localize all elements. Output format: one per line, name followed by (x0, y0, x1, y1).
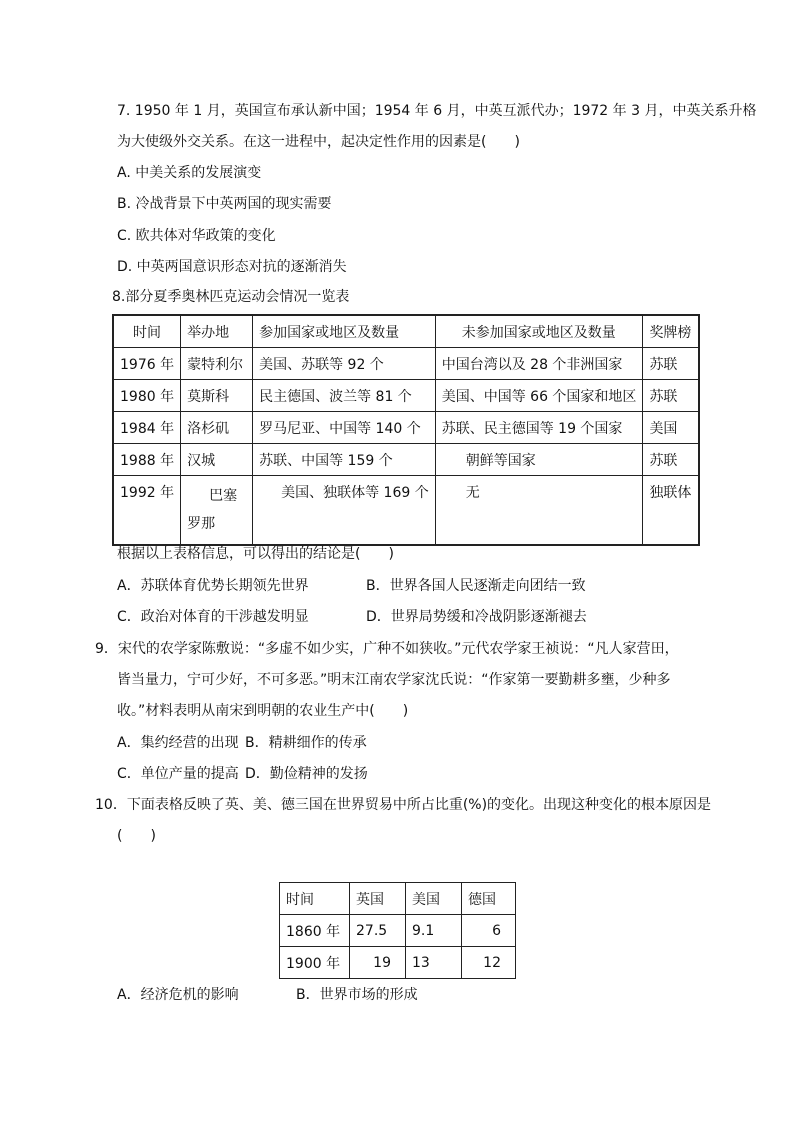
q7-stem-line1: 7. 1950 年 1 月，英国宣布承认新中国；1954 年 6 月，中英互派代办；1972 年 3 月，中英关系升格 (117, 103, 757, 119)
table-cell: 民主德国、波兰等 81 个 (253, 380, 436, 412)
q10-stem-line1: 10．下面表格反映了英、美、德三国在世界贸易中所占比重(%)的变化。出现这种变化的根本原因是 (95, 797, 712, 813)
header-cell: 参加国家或地区及数量 (253, 315, 436, 348)
q7-option-d[interactable]: D. 中英两国意识形态对抗的逐渐消失 (117, 259, 347, 275)
table-cell: 美国、中国等 66 个国家和地区 (435, 380, 643, 412)
header-cell: 英国 (350, 883, 406, 915)
q10-stem-line2: ( ) (117, 828, 156, 844)
q7-option-a[interactable]: A. 中美关系的发展演变 (117, 165, 262, 181)
header-cell: 奖牌榜 (643, 315, 699, 348)
header-cell: 时间 (113, 315, 181, 348)
table-cell: 中国台湾以及 28 个非洲国家 (435, 348, 643, 380)
q9-stem-line1: 9．宋代的农学家陈敷说：“多虚不如少实，广种不如狭收。”元代农学家王祯说：“凡人家营田， (95, 641, 679, 657)
q10-trade-table (279, 882, 516, 979)
q9-option-a[interactable]: A．集约经营的出现 (117, 735, 239, 751)
table-cell: 罗马尼亚、中国等 140 个 (253, 412, 436, 444)
table-cell: 9.1 (406, 915, 462, 947)
table-row (280, 915, 516, 947)
q9-option-c[interactable]: C．单位产量的提高 (117, 766, 239, 782)
table-cell: 19 (350, 947, 406, 979)
header-cell: 德国 (462, 883, 516, 915)
table-cell: 1980 年 (113, 380, 181, 412)
q8-option-c[interactable]: C．政治对体育的干涉越发明显 (117, 609, 309, 625)
table-header-row (113, 315, 699, 348)
table-cell: 无 (435, 476, 643, 546)
table-cell: 13 (406, 947, 462, 979)
table-row (113, 348, 699, 380)
table-cell: 27.5 (350, 915, 406, 947)
table-cell: 苏联 (643, 348, 699, 380)
table-cell: 朝鲜等国家 (435, 444, 643, 476)
table-cell: 苏联 (643, 444, 699, 476)
header-cell: 未参加国家或地区及数量 (435, 315, 643, 348)
q9-option-d[interactable]: D．勤俭精神的发扬 (245, 766, 368, 782)
table-cell: 独联体 (643, 476, 699, 546)
q8-olympics-table (112, 314, 700, 546)
table-cell: 1976 年 (113, 348, 181, 380)
q8-option-d[interactable]: D．世界局势缓和冷战阴影逐渐褪去 (366, 609, 587, 625)
table-cell: 6 (462, 915, 516, 947)
q8-title: 8.部分夏季奥林匹克运动会情况一览表 (112, 289, 350, 305)
table-cell: 12 (462, 947, 516, 979)
table-cell: 莫斯科 (181, 380, 253, 412)
table-header-row (280, 883, 516, 915)
table-cell: 美国、独联体等 169 个 (253, 476, 436, 546)
table-row (113, 476, 699, 546)
table-cell: 1860 年 (280, 915, 350, 947)
q9-option-b[interactable]: B．精耕细作的传承 (245, 735, 367, 751)
header-cell: 时间 (280, 883, 350, 915)
q7-option-c[interactable]: C. 欧共体对华政策的变化 (117, 228, 276, 244)
q10-option-b[interactable]: B．世界市场的形成 (296, 987, 418, 1003)
q7-option-b[interactable]: B. 冷战背景下中英两国的现实需要 (117, 196, 332, 212)
q8-option-a[interactable]: A．苏联体育优势长期领先世界 (117, 578, 309, 594)
q9-stem-line2: 皆当量力，宁可少好，不可多恶。”明末江南农学家沈氏说：“作家第一要勤耕多壅，少种多 (117, 672, 671, 688)
table-cell: 美国、苏联等 92 个 (253, 348, 436, 380)
q8-option-b[interactable]: B．世界各国人民逐渐走向团结一致 (366, 578, 586, 594)
table-cell: 美国 (643, 412, 699, 444)
table-cell: 1992 年 (113, 476, 181, 546)
header-cell: 美国 (406, 883, 462, 915)
table-row (113, 380, 699, 412)
header-cell: 举办地 (181, 315, 253, 348)
table-row (113, 444, 699, 476)
table-cell: 汉城 (181, 444, 253, 476)
q10-option-a[interactable]: A．经济危机的影响 (117, 987, 239, 1003)
table-cell: 1984 年 (113, 412, 181, 444)
q9-stem-line3: 收。”材料表明从南宋到明朝的农业生产中( ) (117, 703, 409, 719)
table-cell: 洛杉矶 (181, 412, 253, 444)
table-cell: 1988 年 (113, 444, 181, 476)
table-cell: 巴塞罗那 (181, 476, 253, 546)
table-cell: 1900 年 (280, 947, 350, 979)
table-cell: 苏联、中国等 159 个 (253, 444, 436, 476)
table-cell: 苏联 (643, 380, 699, 412)
table-cell: 蒙特利尔 (181, 348, 253, 380)
table-row (113, 412, 699, 444)
table-cell: 苏联、民主德国等 19 个国家 (435, 412, 643, 444)
table-row (280, 947, 516, 979)
q8-question: 根据以上表格信息，可以得出的结论是( ) (117, 546, 394, 562)
q7-stem-line2: 为大使级外交关系。在这一进程中，起决定性作用的因素是( ) (117, 134, 520, 150)
